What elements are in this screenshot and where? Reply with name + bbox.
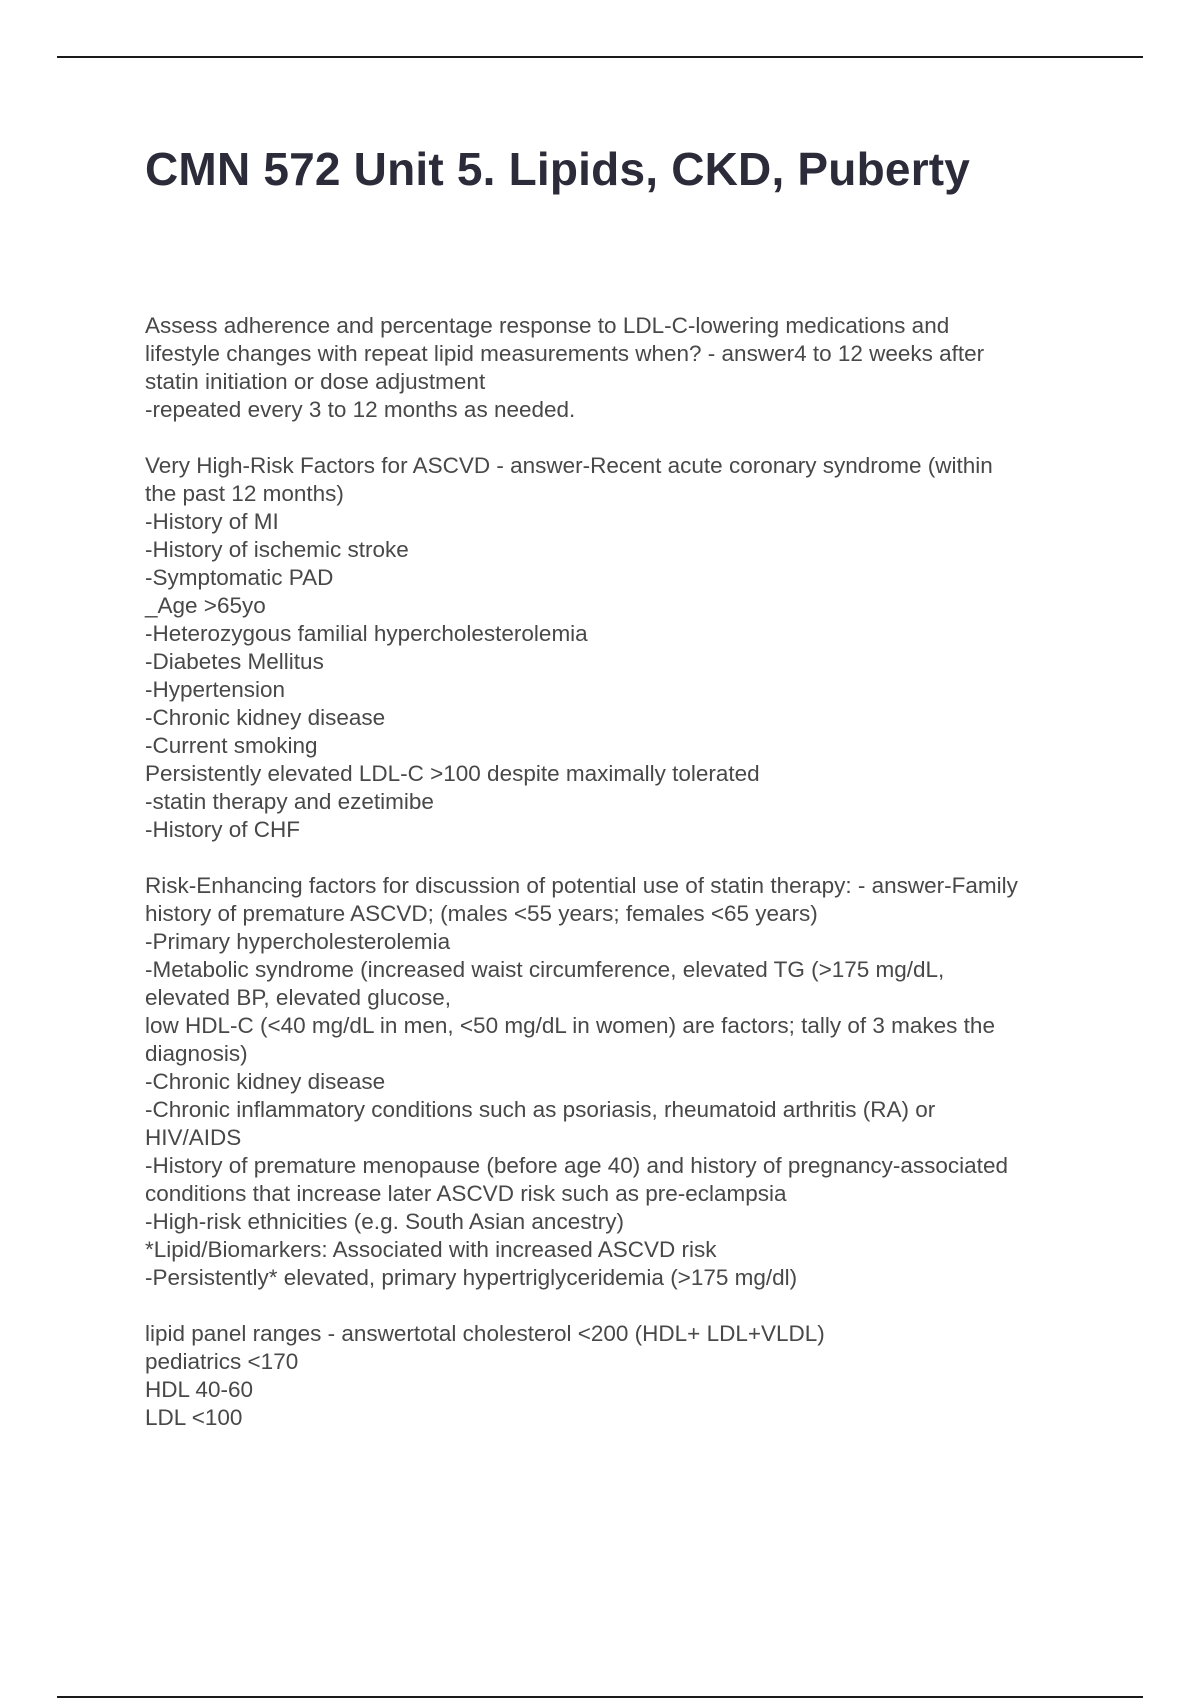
text-line: lifestyle changes with repeat lipid measurements when? - answer4 to 12 weeks after [145,341,985,366]
text-line: -Current smoking [145,733,318,758]
text-line: Risk-Enhancing factors for discussion of potential use of statin therapy: - answer-Family [145,873,1018,898]
qa-block-lipid-recheck [145,312,1095,424]
text-line: -Chronic kidney disease [145,705,386,730]
text-line: -Hypertension [145,677,286,702]
text-line: statin initiation or dose adjustment [145,369,486,394]
qa-block-lipid-panel-ranges [145,1320,1095,1432]
qa-block-very-high-risk [145,452,1095,844]
text-line: HDL 40-60 [145,1377,253,1402]
text-line: -History of ischemic stroke [145,537,409,562]
text-line: lipid panel ranges - answertotal cholesterol <200 (HDL+ LDL+VLDL) [145,1321,825,1346]
text-line: -Metabolic syndrome (increased waist circumference, elevated TG (>175 mg/dL, [145,957,945,982]
text-line: -History of MI [145,509,279,534]
text-line: -History of CHF [145,817,301,842]
text-line: LDL <100 [145,1405,243,1430]
text-line: the past 12 months) [145,481,344,506]
text-line: pediatrics <170 [145,1349,299,1374]
text-line: history of premature ASCVD; (males <55 years; females <65 years) [145,901,818,926]
text-line: Assess adherence and percentage response to LDL-C-lowering medications and [145,313,950,338]
document-title: CMN 572 Unit 5. Lipids, CKD, Puberty [145,143,971,195]
text-line: -Persistently* elevated, primary hypertriglyceridemia (>175 mg/dl) [145,1265,798,1290]
text-line: _Age >65yo [145,593,266,618]
text-line: -Primary hypercholesterolemia [145,929,451,954]
text-line: elevated BP, elevated glucose, [145,985,452,1010]
text-line: -Diabetes Mellitus [145,649,324,674]
text-line: -repeated every 3 to 12 months as needed. [145,397,576,422]
text-line: -Symptomatic PAD [145,565,334,590]
text-line: low HDL-C (<40 mg/dL in men, <50 mg/dL in women) are factors; tally of 3 makes the [145,1013,995,1038]
text-line: Persistently elevated LDL-C >100 despite maximally tolerated [145,761,760,786]
text-line: HIV/AIDS [145,1125,242,1150]
text-line: -High-risk ethnicities (e.g. South Asian ancestry) [145,1209,624,1234]
document-body [145,312,1095,1460]
text-line: diagnosis) [145,1041,248,1066]
text-line: *Lipid/Biomarkers: Associated with increased ASCVD risk [145,1237,717,1262]
text-line: -Chronic kidney disease [145,1069,386,1094]
text-line: -History of premature menopause (before age 40) and history of pregnancy-associated [145,1153,1008,1178]
text-line: Very High-Risk Factors for ASCVD - answer-Recent acute coronary syndrome (within [145,453,993,478]
text-line: -Heterozygous familial hypercholesterolemia [145,621,588,646]
top-rule [57,56,1143,58]
text-line: -statin therapy and ezetimibe [145,789,434,814]
text-line: conditions that increase later ASCVD risk such as pre-eclampsia [145,1181,787,1206]
text-line: -Chronic inflammatory conditions such as psoriasis, rheumatoid arthritis (RA) or [145,1097,936,1122]
qa-block-risk-enhancing [145,872,1095,1292]
bottom-rule [57,1696,1143,1698]
